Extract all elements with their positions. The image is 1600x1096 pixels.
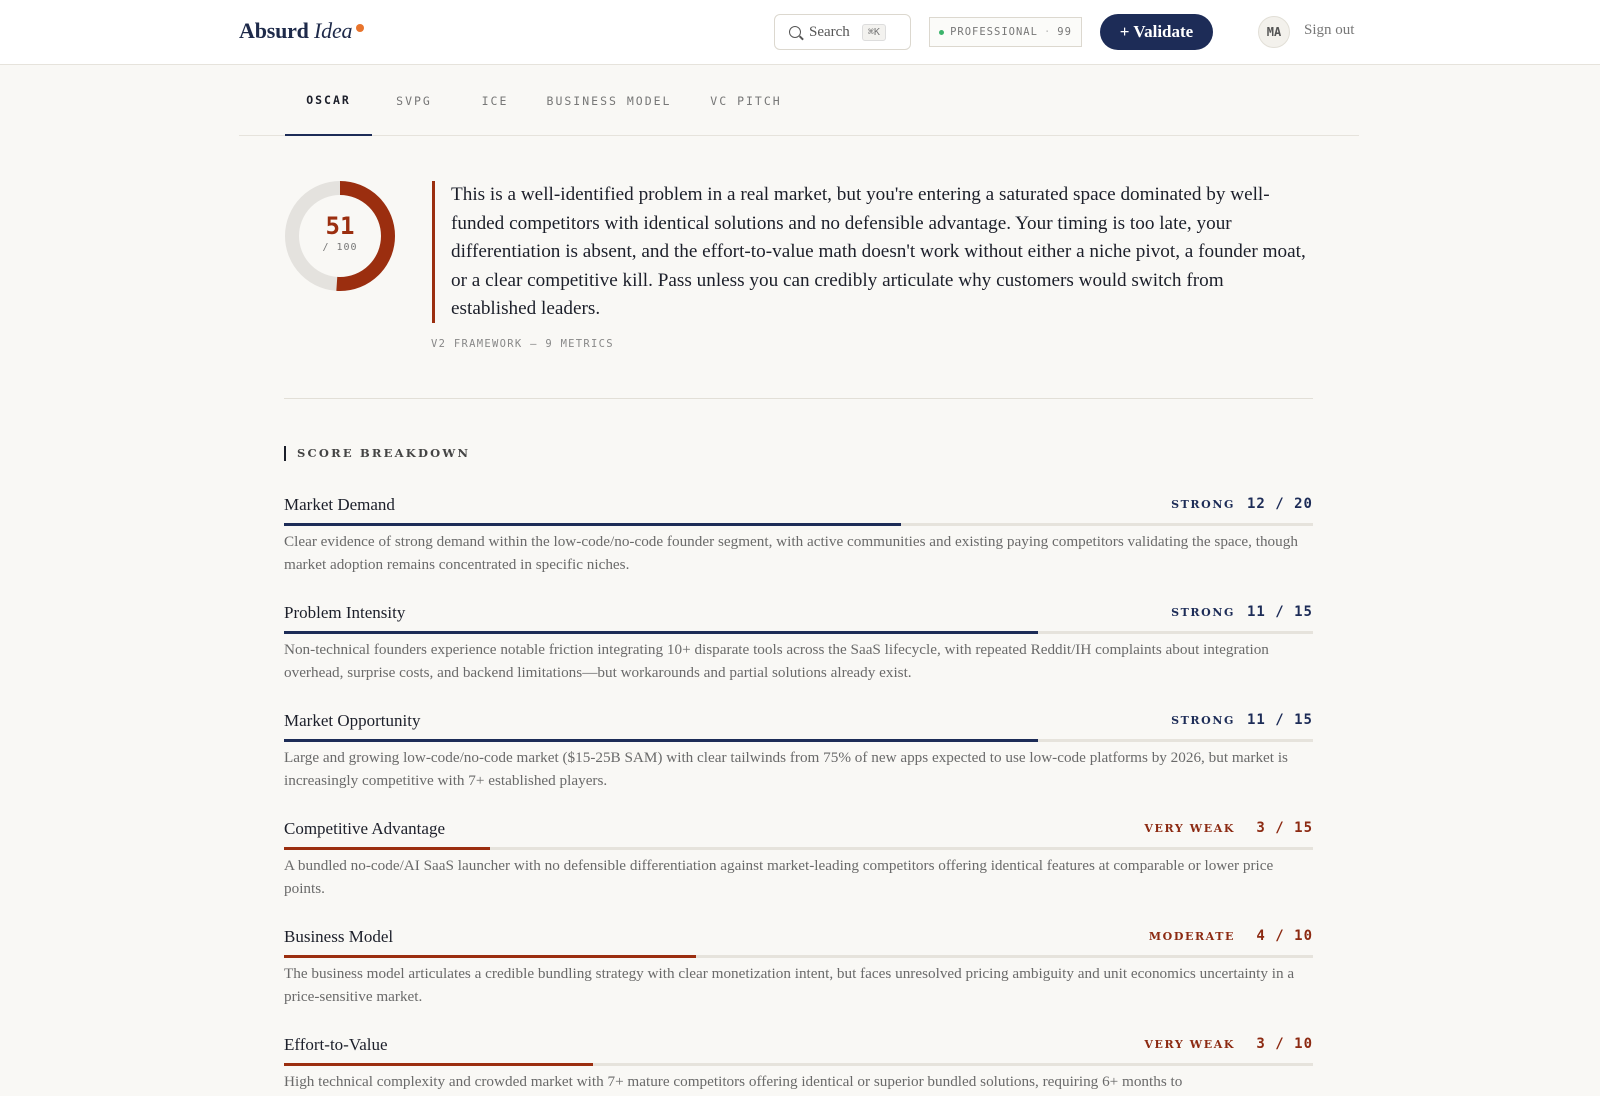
search-icon	[789, 26, 801, 38]
metric-rating: VERY WEAK	[1144, 1038, 1235, 1051]
metric-score: 3 / 15	[1256, 820, 1313, 836]
metric-score: 12 / 20	[1246, 496, 1313, 512]
metric-rating: STRONG	[1171, 606, 1235, 619]
sign-out-link[interactable]: Sign out	[1304, 22, 1355, 38]
metric-bar-fill	[284, 523, 901, 526]
metric-rating: VERY WEAK	[1144, 822, 1235, 835]
metric-description: A bundled no-code/AI SaaS launcher with no defensible differentiation against market-leading competitors offering identical features at comparable or lower price points.	[284, 857, 1274, 897]
plan-separator: ·	[1043, 26, 1052, 38]
tab-vc-pitch[interactable]: VC PITCH	[710, 94, 782, 108]
metric-bar-track	[284, 631, 1313, 634]
breakdown-title: SCORE BREAKDOWN	[284, 446, 470, 461]
plan-label: PROFESSIONAL	[950, 26, 1038, 38]
metric-rating: STRONG	[1171, 714, 1235, 727]
tab-ice[interactable]: ICE	[481, 94, 509, 108]
metric-rating: MODERATE	[1148, 930, 1235, 943]
metric-bar-fill	[284, 955, 696, 958]
metric-score: 3 / 10	[1256, 1036, 1313, 1052]
search-label: Search	[809, 23, 850, 40]
metric-name: Problem Intensity	[284, 603, 406, 622]
section-divider	[284, 398, 1313, 399]
status-dot-icon	[939, 30, 944, 35]
metric-name: Effort-to-Value	[284, 1035, 388, 1054]
logo-dot-icon	[356, 24, 364, 32]
overall-score-max: / 100	[322, 242, 358, 253]
metric-score: 11 / 15	[1246, 712, 1313, 728]
metric-score: 4 / 10	[1256, 928, 1313, 944]
metric-name: Competitive Advantage	[284, 819, 445, 838]
metric-bar-fill	[284, 1063, 593, 1066]
framework-tabs	[239, 66, 1359, 136]
metric-bar-track	[284, 523, 1313, 526]
metric-description: Large and growing low-code/no-code market ($15-25B SAM) with clear tailwinds from 75% of new apps expected to use low-code platforms by 2026, but market is increasingly competitive with 7+ established players.	[284, 749, 1288, 789]
metric-bar-track	[284, 847, 1313, 850]
plan-credits: 99	[1057, 26, 1072, 38]
metric-bar-fill	[284, 847, 490, 850]
avatar[interactable]: MA	[1258, 16, 1290, 48]
metric-name: Business Model	[284, 927, 394, 946]
logo[interactable]	[239, 18, 364, 44]
tab-svpg[interactable]: SVPG	[396, 94, 432, 108]
overall-score: 51	[325, 212, 355, 240]
metric-bar-track	[284, 1063, 1313, 1066]
metric-rating: STRONG	[1171, 498, 1235, 511]
search-button[interactable]	[774, 14, 911, 50]
metric-name: Market Demand	[284, 495, 395, 514]
search-shortcut: ⌘K	[862, 24, 886, 41]
metric-name: Market Opportunity	[284, 711, 421, 730]
tab-business-model[interactable]: BUSINESS MODEL	[546, 94, 672, 108]
metric-bar-track	[284, 955, 1313, 958]
metric-description: High technical complexity and crowded market with 7+ mature competitors offering identical or superior bundled solutions, requiring 6+ months to	[284, 1073, 1183, 1090]
metric-description: The business model articulates a credible bundling strategy with clear monetization intent, but faces unresolved pricing ambiguity and unit economics uncertainty in a price-sensitive market.	[284, 965, 1295, 1005]
metric-description: Clear evidence of strong demand within the low-code/no-code founder segment, with active communities and existing paying competitors validating the space, though market adoption remains concentrated in specific niches.	[284, 533, 1298, 573]
logo-strong: Absurd	[239, 18, 309, 43]
tab-oscar[interactable]: OSCAR	[285, 66, 372, 136]
top-header	[0, 0, 1600, 65]
metric-bar-track	[284, 739, 1313, 742]
framework-label: V2 FRAMEWORK — 9 METRICS	[431, 338, 614, 350]
metric-bar-fill	[284, 739, 1038, 742]
plan-badge	[929, 17, 1082, 47]
metric-score: 11 / 15	[1246, 604, 1313, 620]
verdict-text: This is a well-identified problem in a real market, but you're entering a saturated space dominated by well-funded competitors with identical solutions and no defensible advantage. Your timing is too late, your differentiation is absent, and the effort-to-value math doesn't work without either a niche pivot, a founder moat, or a clear competitive kill. Pass unless you can credibly articulate why customers would switch from established leaders.	[432, 181, 1312, 323]
metric-description: Non-technical founders experience notable friction integrating 10+ disparate tools across the SaaS lifecycle, with repeated Reddit/IH complaints about integration overhead, surprise costs, and backend limitations—but workarounds and partial solutions already exist.	[284, 641, 1269, 681]
metric-bar-fill	[284, 631, 1038, 634]
logo-light: Idea	[314, 18, 353, 43]
validate-button[interactable]: + Validate	[1100, 14, 1213, 50]
